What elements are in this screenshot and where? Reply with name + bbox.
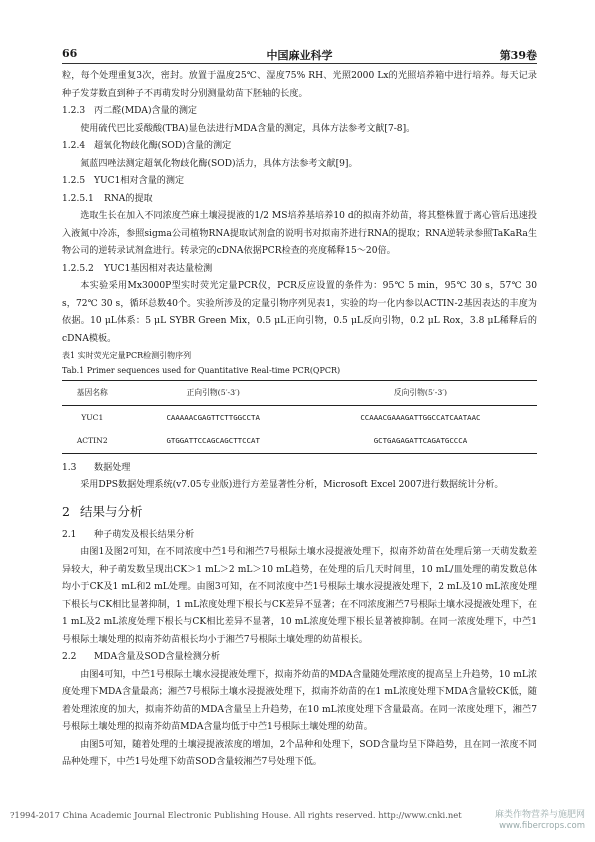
table-row: [62, 405, 537, 429]
header-rule: [62, 63, 537, 64]
paragraph-mda-method: 使用硫代巴比妥酸酸(TBA)显色法进行MDA含量的测定，具体方法参考文献[7-8]。: [80, 123, 416, 134]
heading-1-2-5: 1.2.5 YUC1相对含量的测定: [62, 176, 185, 186]
paragraph-sod-results: 由图5可知，随着处理的土壤浸提液浓度的增加，2个品种和处理下，SOD含量均呈下降趋势，且在同一浓度不同品种处理下，中苎1号处理下幼苗SOD含量较湘苎7号处理下低。: [62, 739, 537, 767]
page-header: [62, 47, 537, 63]
paragraph-intro: 粒，每个处理重复3次，密封。放置于温度25℃、湿度75% RH、光照2000 Lx的光照培养箱中进行培养。每天记录种子发芽数直到种子不再萌发时分别测量幼苗下胚轴的长度。: [62, 71, 537, 99]
table-cell: GTGGATTCCAGCAGCTTCCAT: [123, 429, 304, 453]
page-footer: [10, 810, 585, 831]
article-body: [62, 68, 537, 772]
primer-table: [62, 380, 537, 454]
table-cell: CCAAACGAAAGATTGGCCATCAATAAC: [360, 412, 481, 422]
watermark-url: www.fibercrops.com: [499, 821, 585, 831]
heading-2-2: 2.2 MDA含量及SOD含量检测分析: [62, 652, 220, 662]
paragraph-qpcr: 本实验采用Mx3000P型实时荧光定量PCR仪，PCR反应设置的条件为：95℃ 5 min，95℃ 30 s，57℃ 30 s，72℃ 30 s，循环总数40个。实验所涉及的定量引物序列见表1，实验的均一化内参以ACTIN-2基因表达的丰度为依据。10 μL体系：5 μL SYBR Green Mix，0.5 μL正向引物，0.5 μL反向引物，0.2 μL Rox，3.8 μL稀释后的cDNA模板。: [62, 281, 537, 344]
table-header-forward: 正向引物(5′-3′): [123, 381, 304, 406]
table-cell: ACTIN2: [62, 429, 123, 453]
paragraph-data-processing: 采用DPS数据处理系统(v7.05专业版)进行方差显著性分析，Microsoft Excel 2007进行数据统计分析。: [80, 480, 504, 490]
heading-2: 2 结果与分析: [62, 503, 143, 519]
copyright-line: ?1994-2017 China Academic Journal Electronic Publishing House. All rights reserved. http://www.cnki.net: [10, 810, 462, 820]
paragraph-mda-results: 由图4可知，中苎1号根际土壤水浸提液处理下，拟南芥幼苗的MDA含量随处理浓度的提高呈上升趋势，10 mL浓度处理下MDA含量最高；湘苎7号根际土壤水浸提液处理下，拟南芥幼苗的在1 mL浓度处理下MDA含量较CK低，随着处理浓度的加大，拟南芥幼苗的MDA含量呈上升趋势，在10 mL浓度处理下含量最高。在同一浓度处理下，湘苎7号根际土壤处理的拟南芥幼苗MDA含量均低于中苎1号根际土壤处理的幼苗。: [62, 669, 537, 732]
heading-1-2-5-2: 1.2.5.2 YUC1基因相对表达量检测: [62, 263, 213, 274]
paragraph-rna-extraction: 选取生长在加入不同浓度苎麻土壤浸提液的1/2 MS培养基培养10 d的拟南芥幼苗，将其整株置于离心管后迅速投入液氮中冷冻，参照sigma公司植物RNA提取试剂盒的说明书对拟南芥进行RNA的提取；RNA逆转录参照TaKaRa生物公司的逆转录试剂盒进行。转录完的cDNA依据PCR检查的亮度稀释15～20倍。: [62, 211, 537, 256]
heading-1-3: 1.3 数据处理: [62, 462, 131, 473]
table-caption-cn: 表1 实时荧光定量PCR检测引物序列: [62, 351, 192, 360]
table-cell: GCTGAGAGATTCAGATGCCCA: [304, 429, 537, 453]
heading-1-2-3: 1.2.3 丙二醛(MDA)含量的测定: [62, 106, 198, 116]
page-number: 66: [62, 47, 78, 60]
table-row: [62, 429, 537, 453]
journal-title: 中国麻业科学: [266, 49, 333, 62]
paragraph-sod-method: 氮蓝四唑法测定超氧化物歧化酶(SOD)活力，具体方法参考文献[9]。: [80, 158, 358, 169]
watermark-text: 麻类作物营养与施肥网: [494, 810, 585, 820]
table-header-gene: 基因名称: [62, 381, 123, 406]
volume-label: 第39卷: [499, 49, 537, 62]
paragraph-germination: 由图1及图2可知，在不同浓度中苎1号和湘苎7号根际土壤水浸提液处理下，拟南芥幼苗在处理后第一天萌发数差异较大，种子萌发数呈现出CK＞1 mL＞2 mL＞10 mL趋势，在处理的后几天时间里，10 mL/皿处理的萌发数总体均小于CK及1 mL和2 mL处理。由图3可知，在不同浓度中苎1号根际土壤水浸提液处理下，2 mL及10 mL浓度处理下根长与CK相比显著抑制，1 mL浓度处理下根长与CK差异不显著；在不同浓度湘苎7号根际土壤水浸提液处理下，在1 mL及2 mL浓度处理下根长与CK相比差异不显著，10 mL浓度处理下根长显著被抑制。在同一浓度处理下，中苎1号根际土壤处理的拟南芥幼苗根长均小于湘苎7号根际土壤处理的幼苗根长。: [62, 547, 537, 645]
heading-1-2-5-1: 1.2.5.1 RNA的提取: [62, 193, 153, 204]
table-header-reverse: 反向引物(5′-3′): [304, 381, 537, 406]
table-cell: YUC1: [81, 412, 104, 422]
heading-2-1: 2.1 种子萌发及根长结果分析: [62, 529, 195, 540]
heading-1-2-4: 1.2.4 超氧化物歧化酶(SOD)含量的测定: [62, 141, 232, 151]
table-caption-en: Tab.1 Primer sequences used for Quantitative Real-time PCR(QPCR): [62, 366, 341, 375]
table-cell: CAAAAACGAGTTCTTGGCCTA: [166, 412, 260, 422]
